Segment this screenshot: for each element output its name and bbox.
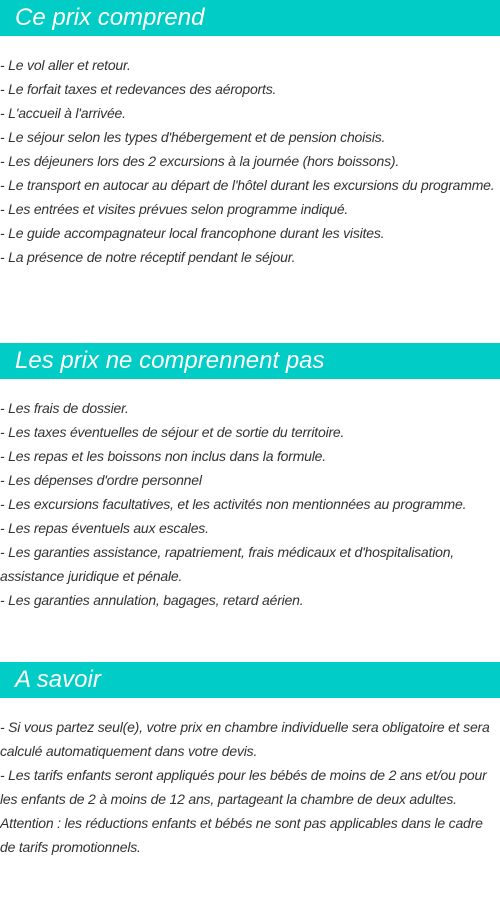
section-header-included xyxy=(0,0,500,36)
list-item: - Les dépenses d'ordre personnel xyxy=(0,472,202,488)
list-item: - Le forfait taxes et redevances des aéroports. xyxy=(0,81,277,97)
list-item: - Les repas et les boissons non inclus dans la formule. xyxy=(0,448,326,464)
list-item: - Les taxes éventuelles de séjour et de sortie du territoire. xyxy=(0,424,345,440)
list-item: - Les repas éventuels aux escales. xyxy=(0,520,209,536)
list-item: - Les excursions facultatives, et les activités non mentionnées au programme. xyxy=(0,496,467,512)
included-list xyxy=(0,53,500,269)
list-item: - Les entrées et visites prévues selon programme indiqué. xyxy=(0,201,349,217)
list-item: - Le séjour selon les types d'hébergement et de pension choisis. xyxy=(0,129,386,145)
list-item: - Le vol aller et retour. xyxy=(0,57,131,73)
section-title: A savoir xyxy=(15,666,101,693)
list-item: - Si vous partez seul(e), votre prix en chambre individuelle sera obligatoire et sera calculé automatiquement dans votre devis. xyxy=(0,719,490,759)
list-item: - Les déjeuners lors des 2 excursions à la journée (hors boissons). xyxy=(0,153,400,169)
list-item: - Le guide accompagnateur local francophone durant les visites. xyxy=(0,225,385,241)
list-item: - L'accueil à l'arrivée. xyxy=(0,105,126,121)
section-header-not-included xyxy=(0,343,500,379)
section-header-good-to-know xyxy=(0,662,500,698)
list-item: Attention : les réductions enfants et bébés ne sont pas applicables dans le cadre de tarifs promotionnels. xyxy=(0,815,483,855)
list-item: - Le transport en autocar au départ de l'hôtel durant les excursions du programme. xyxy=(0,177,495,193)
list-item: - La présence de notre réceptif pendant le séjour. xyxy=(0,249,296,265)
list-item: - Les garanties annulation, bagages, retard aérien. xyxy=(0,592,304,608)
section-title: Ce prix comprend xyxy=(15,4,205,31)
good-to-know-list xyxy=(0,715,500,859)
list-item: - Les garanties assistance, rapatriement, frais médicaux et d'hospitalisation, assistance juridique et pénale. xyxy=(0,544,454,584)
list-item: - Les tarifs enfants seront appliqués pour les bébés de moins de 2 ans et/ou pour les enfants de 2 à moins de 12 ans, partageant la chambre de deux adultes. xyxy=(0,767,487,807)
section-title: Les prix ne comprennent pas xyxy=(15,347,325,374)
list-item: - Les frais de dossier. xyxy=(0,400,129,416)
not-included-list xyxy=(0,396,500,612)
